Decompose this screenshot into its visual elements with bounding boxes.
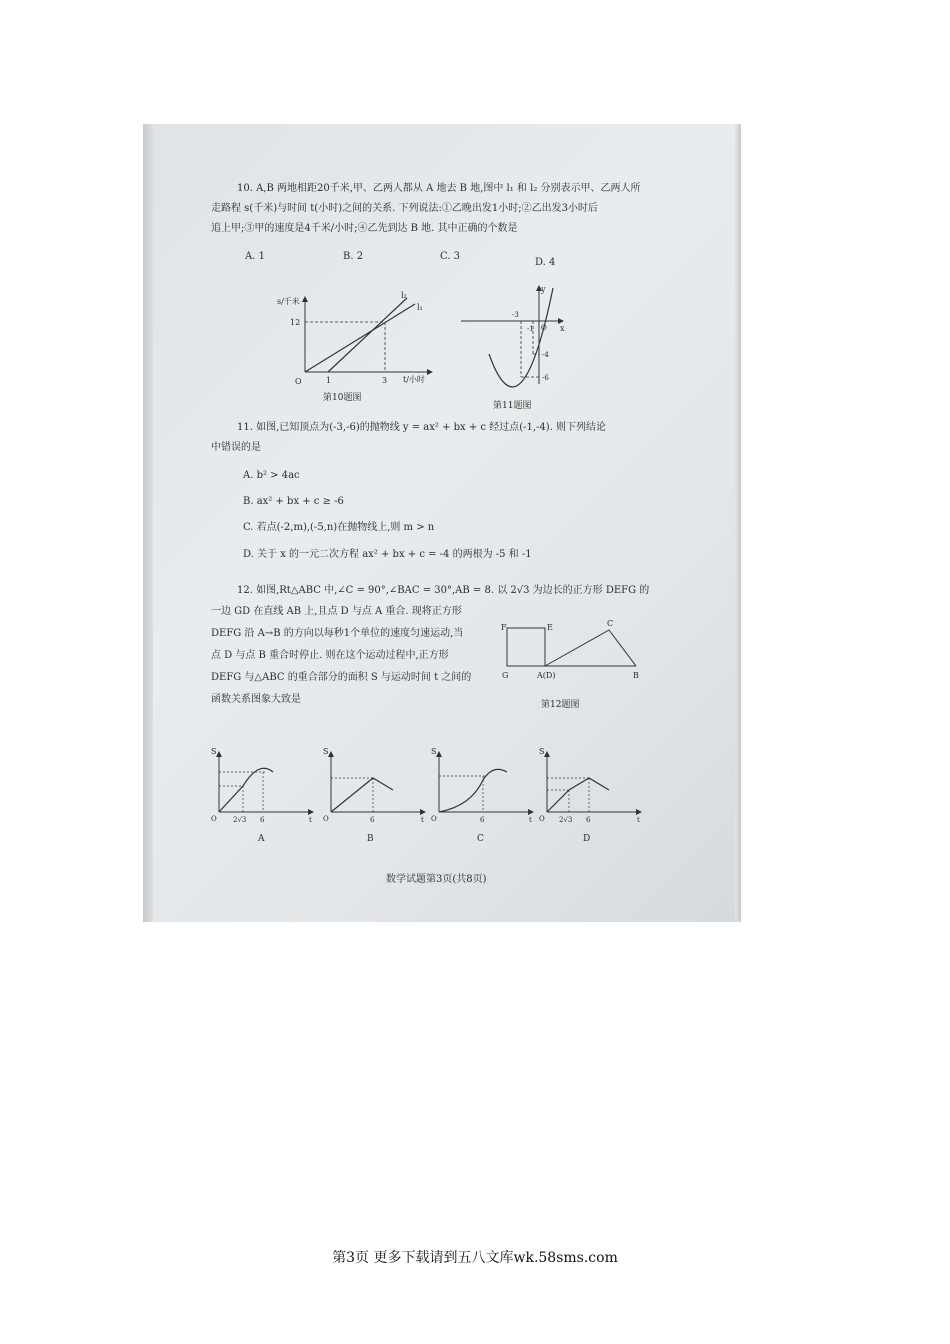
q11-option-a: A. b² > 4ac xyxy=(243,470,300,481)
fig11-y-label: y xyxy=(541,285,546,294)
q10-line1: 10. A,B 两地相距20千米,甲、乙两人都从 A 地去 B 地,图中 l₁ 和 l₂ 分别表示甲、乙两人所 xyxy=(237,183,641,194)
fig11-neg4: -4 xyxy=(542,351,549,359)
q10-option-b: B. 2 xyxy=(343,251,364,262)
q11-line2: 中错误的是 xyxy=(211,442,261,453)
fig11-neg1: -1 xyxy=(527,325,534,333)
scanned-exam-photo xyxy=(143,124,741,922)
fig12-label-ad: A(D) xyxy=(537,671,556,680)
q10-line3: 追上甲;③甲的速度是4千米/小时;④乙先到达 B 地. 其中正确的个数是 xyxy=(211,223,518,234)
choice-a-graph xyxy=(211,748,319,826)
q10-option-d: D. 4 xyxy=(535,257,556,268)
choice-d-graph xyxy=(539,748,647,826)
q12-line1: 12. 如图,Rt△ABC 中,∠C = 90°,∠BAC = 30°,AB = 8. 以 2√3 为边长的正方形 DEFG 的 xyxy=(237,585,650,596)
choice-d-origin: O xyxy=(539,815,545,823)
q11-option-b: B. ax² + bx + c ≥ -6 xyxy=(243,496,344,507)
q12-line3: DEFG 沿 A→B 的方向以每秒1个单位的速度匀速运动,当 xyxy=(211,628,464,639)
photo-left-edge xyxy=(143,124,153,922)
choice-b-origin: O xyxy=(323,815,329,823)
choice-c-tick-6: 6 xyxy=(480,816,485,824)
choice-d-tick-6: 6 xyxy=(586,816,591,824)
fig10-x-tick-3: 3 xyxy=(382,376,388,385)
q11-option-c: C. 若点(-2,m),(-5,n)在抛物线上,则 m > n xyxy=(243,522,435,533)
q11-line1: 11. 如图,已知顶点为(-3,-6)的抛物线 y = ax² + bx + c 经过点(-1,-4). 则下列结论 xyxy=(237,422,607,433)
fig11-caption: 第11题图 xyxy=(493,401,532,411)
q12-line6: 函数关系图象大致是 xyxy=(211,694,301,705)
q12-line2: 一边 GD 在直线 AB 上,且点 D 与点 A 重合. 现将正方形 xyxy=(211,606,462,617)
choice-b-graph xyxy=(323,748,431,826)
choice-b-t-label: t xyxy=(421,816,424,824)
fig10-x-tick-1: 1 xyxy=(326,376,332,385)
fig12-caption: 第12题图 xyxy=(541,700,580,710)
fig11-neg6: -6 xyxy=(542,374,549,382)
choice-b-s-label: S xyxy=(323,747,329,756)
fig12-label-e: E xyxy=(547,623,553,632)
q10-line2: 走路程 s(千米)与时间 t(小时)之间的关系. 下列说法:①乙晚出发1小时;②乙出发3小时后 xyxy=(211,203,598,214)
choice-a-tick-6: 6 xyxy=(260,816,265,824)
photo-right-edge xyxy=(735,124,741,922)
exam-page-label: 数学试题第3页(共8页) xyxy=(386,874,487,885)
fig11-origin: O xyxy=(541,324,547,332)
fig10-y-tick-12: 12 xyxy=(290,318,301,327)
choice-d-s-label: S xyxy=(539,747,545,756)
q10-option-c: C. 3 xyxy=(440,251,461,262)
fig12-label-f: F xyxy=(501,623,507,632)
fig12-label-c: C xyxy=(607,619,614,628)
choice-d-tick-2r3: 2√3 xyxy=(559,816,573,824)
choice-b-tick-6: 6 xyxy=(370,816,375,824)
figure-10-graph xyxy=(265,291,445,389)
fig10-caption: 第10题图 xyxy=(323,393,362,403)
choice-d-label: D xyxy=(583,834,591,844)
q10-option-a: A. 1 xyxy=(245,251,265,262)
choice-a-tick-2r3: 2√3 xyxy=(233,816,247,824)
choice-c-label: C xyxy=(477,834,484,844)
download-footer: 第3页 更多下载请到五八文库wk.58sms.com xyxy=(332,1250,618,1266)
choice-c-s-label: S xyxy=(431,747,437,756)
fig11-x-label: x xyxy=(560,324,565,333)
fig12-label-g: G xyxy=(502,671,509,680)
choice-c-graph xyxy=(431,748,539,826)
choice-a-t-label: t xyxy=(309,816,312,824)
figure-12-diagram xyxy=(501,618,651,682)
fig10-l2-label: l₂ xyxy=(401,291,407,300)
q12-line4: 点 D 与点 B 重合时停止. 则在这个运动过程中,正方形 xyxy=(211,650,449,661)
fig11-neg3: -3 xyxy=(512,311,519,319)
choice-a-origin: O xyxy=(211,815,217,823)
fig10-l1-label: l₁ xyxy=(417,303,423,312)
choice-c-t-label: t xyxy=(529,816,532,824)
choice-a-s-label: S xyxy=(211,747,217,756)
choice-d-t-label: t xyxy=(637,816,640,824)
fig12-label-b: B xyxy=(633,671,639,680)
choice-c-origin: O xyxy=(431,815,437,823)
fig10-ylabel: s/千米 xyxy=(277,297,300,306)
figure-11-graph xyxy=(461,284,571,389)
fig10-xlabel: t/小时 xyxy=(403,375,425,384)
choice-b-label: B xyxy=(367,834,374,844)
choice-a-label: A xyxy=(258,834,265,844)
q11-option-d: D. 关于 x 的一元二次方程 ax² + bx + c = -4 的两根为 -5 和 -1 xyxy=(243,549,532,560)
fig10-origin: O xyxy=(295,377,302,386)
q12-line5: DEFG 与△ABC 的重合部分的面积 S 与运动时间 t 之间的 xyxy=(211,672,472,683)
